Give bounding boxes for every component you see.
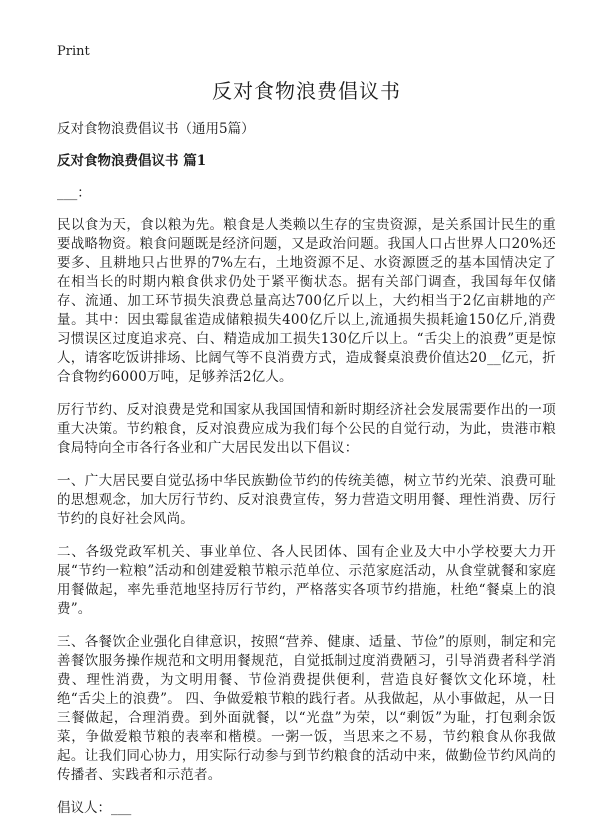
paragraph-intro: 民以食为天，食以粮为先。粮食是人类赖以生存的宝贵资源，是关系国计民生的重要战略物资。粮食问题既是经济问题，又是政治问题。我国人口占世界人口20%还要多、且耕地只占世界的7%左右，土地资源不足、水资源匮乏的基本国情决定了在相当长的时期内粮食供求仍处于紧平衡状态。据有关部门调查，我国每年仅储存、流通、加工环节损失浪费总量高达700亿斤以上，大约相当于2亿亩耕地的产量。其中：因虫霉鼠雀造成储粮损失400亿斤以上,流通损失损耗逾150亿斤,消费习惯误区过度追求亮、白、精造成加工损失130亿斤以上。“舌尖上的浪费”更是惊人，请客吃饭讲排场、比阔气等不良消费方式，造成餐桌浪费价值达20__亿元，折合食物约6000万吨，足够养活2亿人。 <box>57 217 556 385</box>
paragraph-point-two: 二、各级党政军机关、事业单位、各人民团体、国有企业及大中小学校要大力开展“节约一粒粮”活动和创建爱粮节粮示范单位、示范家庭活动，从食堂就餐和家庭用餐做起，率先垂范地坚持厉行节约，严格落实各项节约措施，杜绝“餐桌上的浪费”。 <box>57 544 556 617</box>
section-heading: 反对食物浪费倡议书 篇1 <box>57 153 207 169</box>
signature-line: 倡议人：___ <box>57 800 132 816</box>
document-subtitle: 反对食物浪费倡议书（通用5篇） <box>57 121 255 137</box>
document-title: 反对食物浪费倡议书 <box>212 79 401 103</box>
print-label[interactable]: Print <box>57 44 90 59</box>
paragraph-point-three: 三、各餐饮企业强化自律意识，按照“营养、健康、适量、节俭”的原则，制定和完善餐饮服务操作规范和文明用餐规范，自觉抵制过度消费陋习，引导消费者科学消费、理性消费，为文明用餐、节俭消费提供便利，营造良好餐饮文化环境，杜绝“舌尖上的浪费”。 四、争做爱粮节粮的践行者。从我做起，从小事做起，从一日三餐做起，合理消费。到外面就餐，以“光盘”为荣，以“剩饭”为耻，打包剩余饭菜，争做爱粮节粮的表率和楷模。一粥一饭，当思来之不易，节约粮食从你我做起。让我们同心协力，用实际行动参与到节约粮食的活动中来，做勤俭节约风尚的传播者、实践者和示范者。 <box>57 634 556 783</box>
paragraph-decision: 厉行节约、反对浪费是党和国家从我国国情和新时期经济社会发展需要作出的一项重大决策。节约粮食，反对浪费应成为我们每个公民的自觉行动，为此，贵港市粮食局特向全市各行各业和广大居民发出以下倡议： <box>57 402 556 456</box>
paragraph-point-one: 一、广大居民要自觉弘扬中华民族勤俭节约的传统美德，树立节约光荣、浪费可耻的思想观念，加大厉行节约、反对浪费宣传，努力营造文明用餐、理性消费、厉行节约的良好社会风尚。 <box>57 473 556 527</box>
salutation: ___： <box>57 185 91 201</box>
